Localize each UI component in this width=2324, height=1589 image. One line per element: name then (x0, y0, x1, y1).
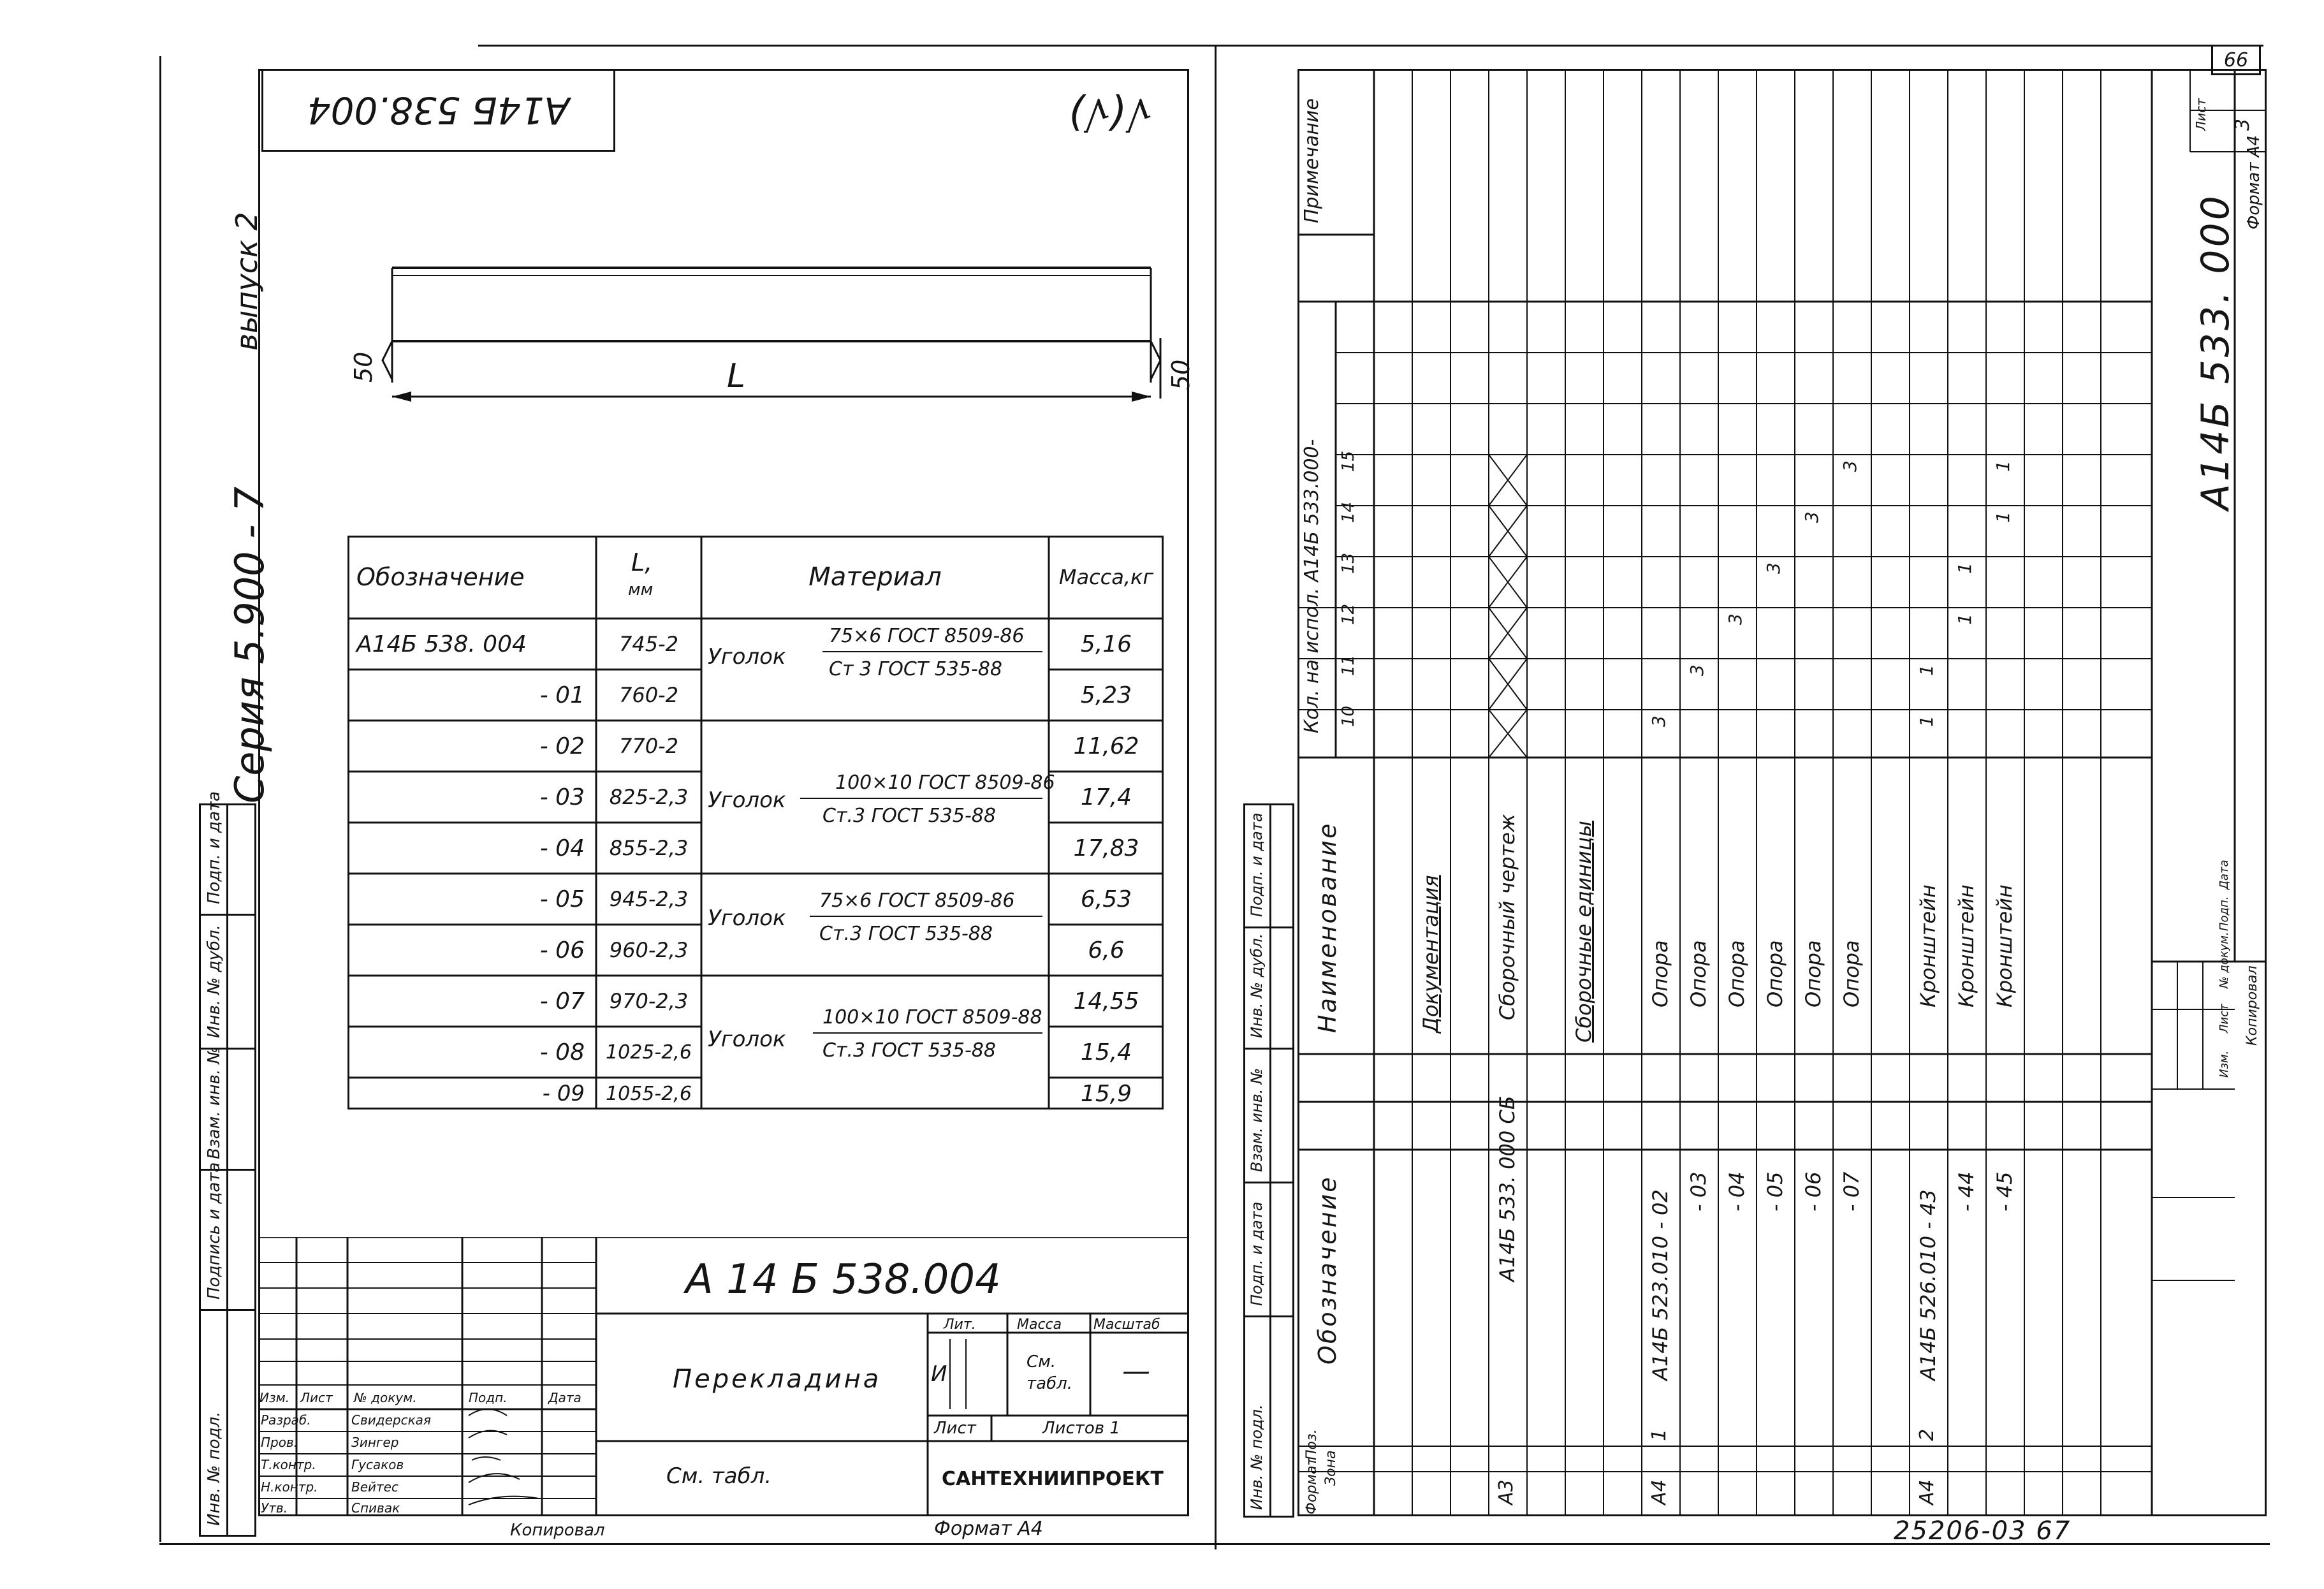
row-designation: - 44 (1954, 1171, 1978, 1212)
material-name: Уголок (708, 644, 786, 670)
material-top: 75×6 ГОСТ 8509-86 (819, 890, 1015, 912)
material-name: Уголок (708, 905, 786, 931)
row-designation: - 08 (539, 1039, 585, 1065)
hdr-qty: Кол. на испол. А14Б 533.000- (1301, 439, 1323, 733)
row-qty: 1 (1954, 613, 1975, 625)
right-sheet-value: 3 (2232, 118, 2254, 131)
issue-label: выпуск 2 (230, 212, 264, 351)
row-designation: - 04 (539, 835, 585, 861)
sheet-divider (1215, 45, 1217, 1549)
right-copied-label: Копировал (2244, 965, 2260, 1046)
dim-length: L (727, 357, 745, 395)
row-mass: 6,6 (1088, 937, 1125, 963)
row-name: Опора (1648, 940, 1672, 1007)
row-qty: 3 (1801, 511, 1822, 523)
variant-number: 14 (1339, 501, 1358, 523)
col-header-designation: Обозначение (356, 563, 525, 591)
rev-header: № докум. (354, 1390, 417, 1405)
variant-number: 15 (1339, 450, 1358, 472)
mass-value: См. табл. (1027, 1352, 1072, 1393)
row-designation: - 03 (539, 784, 585, 810)
row-qty: 3 (1839, 460, 1860, 472)
left-title-block (258, 1237, 1189, 1516)
row-qty: 1 (1992, 511, 2013, 523)
side-stamp-label: Подп. и дата (1248, 1201, 1266, 1306)
row-format: А4 (1916, 1479, 1938, 1505)
row-name: Кронштейн (1954, 884, 1978, 1007)
role-name: Гусаков (351, 1457, 404, 1472)
col-header-mass: Масса,кг (1058, 565, 1154, 589)
role-label: Пров. (261, 1435, 298, 1450)
variant-number: 10 (1339, 705, 1358, 727)
top-rule (478, 45, 2263, 47)
variants-table (347, 536, 1164, 1109)
variant-number: 11 (1339, 654, 1358, 676)
material-bottom: Ст.3 ГОСТ 535-88 (822, 1039, 996, 1062)
row-length: 745-2 (619, 632, 678, 656)
left-side-stamp (199, 791, 256, 1537)
part-name: Перекладина (673, 1365, 882, 1394)
row-designation: А14Б 538. 004 (356, 631, 527, 657)
row-format: А3 (1495, 1479, 1517, 1505)
hdr-zone: Зона (1323, 1450, 1339, 1486)
row-qty: 3 (1763, 562, 1784, 574)
row-qty: 3 (1725, 613, 1746, 625)
rev-header: Лист (300, 1390, 333, 1405)
hdr-pos: Поз. (1304, 1429, 1320, 1460)
right-sheet-label: Лист (2193, 98, 2209, 131)
row-mass: 6,53 (1080, 886, 1132, 912)
row-mass: 15,4 (1080, 1039, 1132, 1065)
row-length: 770-2 (619, 734, 678, 758)
organization: САНТЕХНИИПРОЕКТ (942, 1468, 1164, 1490)
role-label: Н.контр. (261, 1479, 318, 1495)
side-stamp-label: Подпись и дата (205, 1162, 224, 1300)
right-format-label: Формат А4 (2244, 135, 2263, 230)
material-name: Уголок (708, 1027, 786, 1052)
material-top: 100×10 ГОСТ 8509-86 (835, 772, 1055, 794)
hdr-name: Наименование (1313, 821, 1341, 1033)
row-mass: 14,55 (1073, 988, 1139, 1014)
side-stamp-label: Инв. № дубл. (205, 925, 224, 1038)
row-length: 960-2,3 (609, 938, 689, 962)
material-bottom: Ст 3 ГОСТ 535-88 (829, 658, 1002, 680)
side-stamp-label: Взам. инв. № (205, 1046, 224, 1159)
row-designation: - 05 (539, 886, 585, 912)
dim-left: 50 (349, 351, 377, 383)
col-header-length: L, (631, 548, 653, 576)
role-name: Зингер (351, 1435, 399, 1450)
right-rev-header: № докум. (2218, 932, 2231, 988)
series-label: Серия 5.900 - 7 (226, 487, 273, 803)
hdr-note: Примечание (1301, 98, 1323, 223)
row-pos: 2 (1916, 1428, 1938, 1441)
row-length: 1025-2,6 (606, 1041, 692, 1064)
hdr-designation: Обозначение (1313, 1175, 1341, 1365)
right-doc-number: А14Б 533. 000 (2193, 193, 2238, 510)
mass-header: Масса (1017, 1317, 1062, 1333)
format-label: Формат А4 (934, 1518, 1043, 1540)
angle-drawing (332, 255, 1211, 421)
row-name: Опора (1725, 940, 1749, 1007)
right-rev-header: Подп. (2218, 896, 2231, 931)
hdr-format: Формат (1304, 1457, 1320, 1514)
row-name: Опора (1839, 940, 1864, 1007)
copied-label: Копировал (510, 1521, 605, 1540)
variant-number: 13 (1339, 552, 1358, 574)
rotated-stamp-text: А14Б 538.004 (307, 89, 570, 132)
row-qty: 1 (1916, 664, 1937, 676)
row-name: Опора (1686, 940, 1711, 1007)
row-designation: - 45 (1992, 1171, 2017, 1212)
row-length: 1055-2,6 (606, 1082, 692, 1105)
row-mass: 17,83 (1073, 835, 1139, 861)
row-mass: 5,23 (1080, 682, 1132, 708)
row-designation: А14Б 533. 000 СБ (1495, 1095, 1519, 1282)
row-designation: - 06 (539, 937, 585, 963)
side-stamp-label: Инв. № подл. (1248, 1404, 1266, 1510)
row-length: 760-2 (619, 683, 678, 707)
material-bottom: Ст.3 ГОСТ 535-88 (822, 805, 996, 827)
rev-header: Подп. (469, 1390, 508, 1405)
right-rev-header: Лист (2218, 1004, 2231, 1033)
row-qty: 1 (1916, 715, 1937, 727)
row-length: 825-2,3 (609, 785, 689, 809)
row-mass: 5,16 (1080, 631, 1132, 657)
row-name: Кронштейн (1916, 884, 1940, 1007)
col-header-material: Материал (808, 562, 942, 592)
row-designation: - 07 (1839, 1171, 1864, 1212)
side-stamp-label: Инв. № подл. (205, 1411, 224, 1526)
row-mass: 15,9 (1080, 1080, 1132, 1107)
row-name: Опора (1801, 940, 1825, 1007)
mass-note: См. табл. (666, 1463, 772, 1489)
row-designation: - 09 (542, 1081, 585, 1106)
rotated-stamp-box (261, 69, 615, 152)
row-name: Кронштейн (1992, 884, 2017, 1007)
spec-grid (1297, 69, 2267, 1516)
row-designation: - 03 (1686, 1171, 1711, 1212)
row-designation: - 07 (539, 988, 585, 1014)
role-label: Разраб. (261, 1412, 311, 1428)
row-mass: 11,62 (1073, 733, 1139, 759)
row-qty: 1 (1954, 562, 1975, 574)
row-name: Опора (1763, 940, 1787, 1007)
left-margin-line (159, 56, 161, 1542)
sheet-label: Лист (934, 1419, 976, 1438)
role-label: Т.контр. (261, 1457, 316, 1472)
row-name: Сборочные единицы (1572, 821, 1596, 1043)
lit-header: Лит. (944, 1317, 976, 1333)
row-designation: А14Б 526.010 - 43 (1916, 1189, 1940, 1380)
row-pos: 1 (1648, 1428, 1670, 1441)
row-format: А4 (1648, 1479, 1670, 1505)
role-name: Свидерская (351, 1412, 431, 1428)
row-qty: 3 (1686, 664, 1707, 676)
right-rev-header: Дата (2218, 860, 2231, 890)
right-side-stamp (1243, 803, 1294, 1518)
row-designation: - 02 (539, 733, 585, 759)
row-qty: 3 (1648, 715, 1669, 727)
role-label: Утв. (261, 1500, 288, 1516)
row-designation: - 04 (1725, 1171, 1749, 1212)
rev-header: Изм. (259, 1390, 290, 1405)
row-length: 970-2,3 (609, 989, 689, 1013)
material-bottom: Ст.3 ГОСТ 535-88 (819, 923, 993, 945)
scale-value: — (1122, 1355, 1150, 1388)
material-top: 75×6 ГОСТ 8509-86 (829, 625, 1025, 647)
row-qty: 1 (1992, 460, 2013, 472)
side-stamp-label: Инв. № дубл. (1248, 933, 1266, 1038)
scale-header: Масштаб (1093, 1317, 1160, 1333)
dim-right: 50 (1167, 359, 1195, 390)
sheets-label: Листов 1 (1042, 1419, 1120, 1438)
row-mass: 17,4 (1080, 784, 1132, 810)
row-name: Сборочный чертеж (1495, 814, 1519, 1020)
side-stamp-label: Взам. инв. № (1248, 1068, 1266, 1172)
row-length: 855-2,3 (609, 836, 689, 860)
right-rev-header: Изм. (2218, 1050, 2231, 1078)
side-stamp-label: Подп. и дата (205, 791, 224, 904)
row-designation: А14Б 523.010 - 02 (1648, 1189, 1672, 1380)
col-header-length-unit: мм (628, 580, 654, 599)
row-length: 945-2,3 (609, 887, 689, 911)
doc-number: А 14 Б 538.004 (685, 1256, 1001, 1303)
material-name: Уголок (708, 787, 786, 813)
page-number: 66 (2223, 48, 2249, 71)
role-name: Вейтес (351, 1479, 398, 1495)
lit-value: И (931, 1361, 947, 1387)
role-name: Спивак (351, 1500, 400, 1516)
row-designation: - 06 (1801, 1171, 1825, 1212)
row-designation: - 01 (539, 682, 585, 708)
variant-number: 12 (1339, 603, 1358, 625)
row-name: Документация (1419, 875, 1443, 1033)
footer-code: 25206-03 67 (1894, 1516, 2072, 1546)
roughness-symbol: √(√) (1068, 89, 1152, 136)
rev-header: Дата (548, 1390, 581, 1405)
material-top: 100×10 ГОСТ 8509-88 (822, 1006, 1042, 1029)
row-designation: - 05 (1763, 1171, 1787, 1212)
side-stamp-label: Подп. и дата (1248, 812, 1266, 917)
